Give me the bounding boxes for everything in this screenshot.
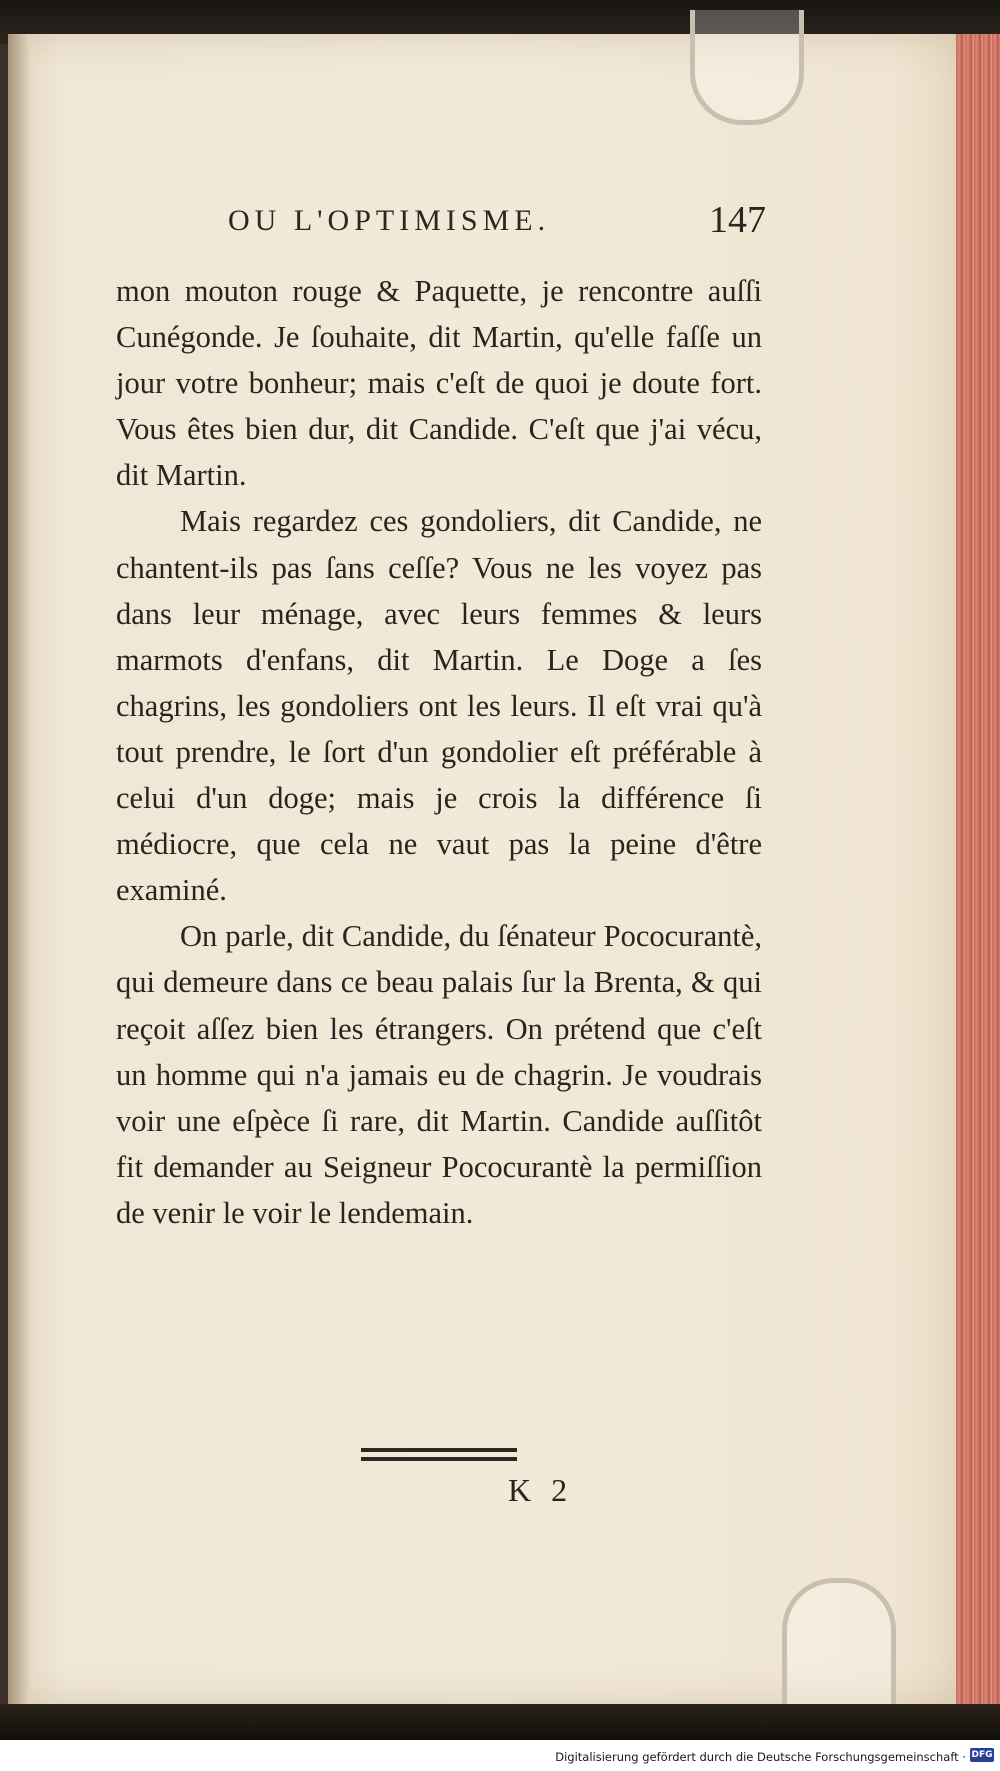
footer	[0, 1740, 1000, 1771]
footer-credit: Digitalisierung gefördert durch die Deutsche Forschungsgemeinschaft ·	[555, 1750, 966, 1764]
paragraph-2: Mais regardez ces gondoliers, dit Candide, ne chantent-ils pas ſans ceſſe? Vous ne les voyez pas dans leur ménage, avec leurs femmes & leurs marmots d'enfans, dit Martin. Le Doge a ſes chagrins, les gondoliers ont les leurs. Il eſt vrai qu'à tout prendre, le ſort d'un gondolier eſt préférable à celui d'un doge; mais je crois la différence ſi médiocre, que cela ne vaut pas la peine d'être examiné.	[116, 504, 762, 908]
paragraph-1: mon mouton rouge & Paquette, je rencontre auſſi Cunégonde. Je ſouhaite, dit Martin, qu'elle faſſe un jour votre bonheur; mais c'eſt de quoi je doute fort. Vous êtes bien dur, dit Candide. C'eſt que j'ai vécu, dit Martin.	[116, 274, 762, 493]
bottom-shadow	[0, 1704, 1000, 1740]
page-header	[228, 198, 768, 246]
red-page-edge	[956, 34, 1000, 1704]
paragraph-3: On parle, dit Candide, du ſénateur Pococurantè, qui demeure dans ce beau palais ſur la Brenta, & qui reçoit aſſez bien les étrangers. On prétend que c'eſt un homme qui n'a jamais eu de chagrin. Je voudrais voir une eſpèce ſi rare, dit Martin. Candide auſſitôt fit demander au Seigneur Pococurantè la permiſſion de venir le voir le lendemain.	[116, 919, 762, 1230]
dfg-logo-icon: DFG	[971, 1750, 993, 1760]
page-number: 147	[709, 199, 766, 241]
running-title: OU L'OPTIMISME.	[228, 204, 551, 237]
body-text	[116, 268, 762, 1236]
top-clamp	[690, 10, 804, 125]
signature-mark: K 2	[508, 1472, 574, 1508]
double-rule-divider	[361, 1448, 517, 1461]
book-gutter	[8, 34, 30, 1704]
bottom-clamp	[782, 1578, 896, 1713]
